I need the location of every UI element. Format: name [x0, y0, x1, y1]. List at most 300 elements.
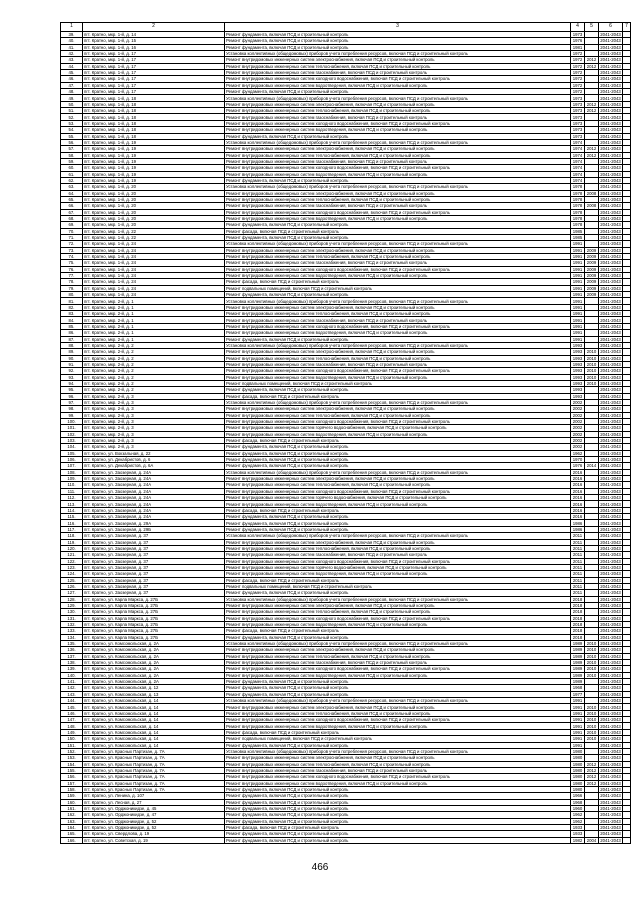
- row-number-cell: 139.: [61, 666, 83, 672]
- last-repair-year-cell: 2008: [585, 203, 599, 209]
- row-number-cell: 162.: [61, 812, 83, 818]
- build-year-cell: 1991: [571, 729, 585, 735]
- row-number-cell: 77.: [61, 273, 83, 279]
- build-year-cell: 1986: [571, 520, 585, 526]
- row-number-cell: 101.: [61, 425, 83, 431]
- work-type-cell: Ремонт внутридомовых инженерных систем газоснабжения, включая ПСД и строительный контроль: [225, 767, 571, 773]
- work-type-cell: Ремонт фундамента, включая ПСД и строительный контроль: [225, 38, 571, 44]
- address-cell: пгт. Кратно, мкр. 2-й, д. 2: [83, 374, 225, 380]
- period-cell: 2041-2043: [600, 564, 621, 570]
- work-type-cell: Ремонт внутридомовых инженерных систем электроснабжения, включая ПСД и строительный контроль: [225, 647, 571, 653]
- period-cell: 2041-2043: [600, 222, 621, 228]
- row-number-cell: 85.: [61, 323, 83, 329]
- address-cell: пгт. Кратно, мкр. 1-й, д. 17: [83, 57, 225, 63]
- period-cell: 2041-2043: [600, 387, 621, 393]
- build-year-cell: 2018: [571, 596, 585, 602]
- period-cell: 2041-2043: [600, 647, 621, 653]
- address-cell: пгт. Кратно, ул. Орджоникидзе, д. 52: [83, 818, 225, 824]
- period-cell: 2041-2043: [600, 552, 621, 558]
- address-cell: пгт. Кратно, ул. Заозерная, д. 24А: [83, 469, 225, 475]
- period-cell: 2041-2043: [600, 380, 621, 386]
- last-repair-year-cell: 2010: [585, 736, 599, 742]
- row-number-cell: 87.: [61, 336, 83, 342]
- row-number-cell: 44.: [61, 63, 83, 69]
- last-repair-year-cell: 2012: [585, 146, 599, 152]
- period-cell: 2041-2043: [600, 444, 621, 450]
- header-cell: 4: [571, 23, 585, 32]
- work-type-cell: Установка коллективных (общедомовых) приборов учета потребления ресурсов, включая ПСД и строительный контроль: [225, 241, 571, 247]
- row-number-cell: 159.: [61, 793, 83, 799]
- header-row: [61, 23, 631, 32]
- build-year-cell: 1974: [571, 165, 585, 171]
- period-cell: 2041-2043: [600, 317, 621, 323]
- build-year-cell: 1962: [571, 812, 585, 818]
- work-type-cell: Ремонт внутридомовых инженерных систем газоснабжения, включая ПСД и строительный контроль: [225, 260, 571, 266]
- last-repair-year-cell: 2012: [585, 108, 599, 114]
- row-number-cell: 83.: [61, 311, 83, 317]
- build-year-cell: 1989: [571, 653, 585, 659]
- address-cell: пгт. Кратно, мкр. 2-й, д. 2: [83, 368, 225, 374]
- row-number-cell: 55.: [61, 133, 83, 139]
- address-cell: пгт. Кратно, ул. Комсомольская, д. 2А: [83, 660, 225, 666]
- period-cell: 2041-2043: [600, 609, 621, 615]
- work-type-cell: Ремонт внутридомовых инженерных систем электроснабжения, включая ПСД и строительный контроль: [225, 146, 571, 152]
- address-cell: пгт. Кратно, мкр. 1-й, д. 18: [83, 101, 225, 107]
- work-type-cell: Ремонт внутридомовых инженерных систем электроснабжения, включая ПСД и строительный контроль: [225, 755, 571, 761]
- address-cell: пгт. Кратно, ул. Комсомольская, д. 14: [83, 710, 225, 716]
- period-cell: 2041-2043: [600, 203, 621, 209]
- work-type-cell: Ремонт внутридомовых инженерных систем газоснабжения, включая ПСД и строительный контроль: [225, 203, 571, 209]
- last-repair-year-cell: 2009: [585, 266, 599, 272]
- work-type-cell: Установка коллективных (общедомовых) приборов учета потребления ресурсов, включая ПСД и строительный контроль: [225, 51, 571, 57]
- work-type-cell: Ремонт подвальных помещений, включая ПСД и строительный контроль: [225, 380, 571, 386]
- row-number-cell: 95.: [61, 387, 83, 393]
- address-cell: пгт. Кратно, мкр. 2-й, д. 2: [83, 361, 225, 367]
- build-year-cell: 1993: [571, 361, 585, 367]
- row-number-cell: 105.: [61, 450, 83, 456]
- last-repair-year-cell: 2010: [585, 723, 599, 729]
- build-year-cell: 1974: [571, 158, 585, 164]
- row-number-cell: 119.: [61, 539, 83, 545]
- row-number-cell: 50.: [61, 101, 83, 107]
- period-cell: 2041-2043: [600, 463, 621, 469]
- last-repair-year-cell: 2009: [585, 285, 599, 291]
- last-repair-year-cell: 2010: [585, 349, 599, 355]
- build-year-cell: 2002: [571, 418, 585, 424]
- period-cell: 2041-2043: [600, 723, 621, 729]
- build-year-cell: 2011: [571, 590, 585, 596]
- extra-cell: [623, 837, 631, 843]
- period-cell: 2041-2043: [600, 254, 621, 260]
- build-year-cell: 1989: [571, 641, 585, 647]
- build-year-cell: 1933: [571, 831, 585, 837]
- address-cell: пгт. Кратно, ул. Красных Партизан, д. 7А: [83, 786, 225, 792]
- build-year-cell: 1986: [571, 526, 585, 532]
- address-cell: пгт. Кратно, ул. Комсомольская, д. 2А: [83, 679, 225, 685]
- work-type-cell: Ремонт внутридомовых инженерных систем водоотведения, включая ПСД и строительный контроль: [225, 330, 571, 336]
- row-number-cell: 104.: [61, 444, 83, 450]
- address-cell: пгт. Кратно, мкр. 1-й, д. 19: [83, 158, 225, 164]
- build-year-cell: 1974: [571, 152, 585, 158]
- build-year-cell: 1980: [571, 767, 585, 773]
- row-number-cell: 89.: [61, 349, 83, 355]
- header-cell: 3: [225, 23, 571, 32]
- build-year-cell: 1989: [571, 647, 585, 653]
- build-year-cell: 1976: [571, 463, 585, 469]
- period-cell: 2041-2043: [600, 197, 621, 202]
- address-cell: пгт. Кратно, мкр. 1-й, д. 24: [83, 285, 225, 291]
- address-cell: пгт. Кратно, мкр. 1-й, д. 22: [83, 235, 225, 241]
- row-number-cell: 164.: [61, 824, 83, 830]
- row-number-cell: 64.: [61, 190, 83, 196]
- build-year-cell: 1972: [571, 51, 585, 57]
- address-cell: пгт. Кратно, мкр. 2-й, д. 1: [83, 323, 225, 329]
- build-year-cell: 1973: [571, 114, 585, 120]
- address-cell: пгт. Кратно, ул. Карла Маркса, д. 27Б: [83, 602, 225, 608]
- work-type-cell: Ремонт подвальных помещений, включая ПСД и строительный контроль: [225, 583, 571, 589]
- build-year-cell: 1991: [571, 279, 585, 285]
- address-cell: пгт. Кратно, ул. Орджоникидзе, д. 47: [83, 812, 225, 818]
- period-cell: 2041-2043: [600, 774, 621, 780]
- build-year-cell: 1978: [571, 222, 585, 228]
- work-type-cell: Ремонт фундамента, включая ПСД и строительный контроль: [225, 444, 571, 450]
- work-type-cell: Ремонт внутридомовых инженерных систем водоотведения, включая ПСД и строительный контроль: [225, 215, 571, 221]
- address-cell: пгт. Кратно, мкр. 1-й, д. 24: [83, 254, 225, 260]
- build-year-cell: 1991: [571, 298, 585, 304]
- period-cell: 2041-2043: [600, 342, 621, 348]
- work-type-cell: Ремонт внутридомовых инженерных систем водоотведения, включая ПСД и строительный контроль: [225, 171, 571, 177]
- row-number-cell: 79.: [61, 285, 83, 291]
- period-cell: 2041-2043: [600, 717, 621, 723]
- work-type-cell: Ремонт внутридомовых инженерных систем холодного водоснабжения, включая ПСД и строительный контроль: [225, 558, 571, 564]
- work-type-cell: Ремонт внутридомовых инженерных систем теплоснабжения, включая ПСД и строительный контроль: [225, 63, 571, 69]
- row-number-cell: 135.: [61, 641, 83, 647]
- work-type-cell: Ремонт внутридомовых инженерных систем газоснабжения, включая ПСД и строительный контроль: [225, 158, 571, 164]
- row-number-cell: 41.: [61, 44, 83, 50]
- address-cell: пгт. Кратно, мкр. 1-й, д. 20: [83, 196, 225, 202]
- period-cell: 2041-2043: [600, 146, 621, 152]
- build-year-cell: 1980: [571, 761, 585, 767]
- work-type-cell: Ремонт внутридомовых инженерных систем газоснабжения, включая ПСД и строительный контроль: [225, 317, 571, 323]
- row-number-cell: 40.: [61, 38, 83, 44]
- build-year-cell: 2016: [571, 514, 585, 520]
- build-year-cell: 2018: [571, 609, 585, 615]
- last-repair-year-cell: 2012: [585, 761, 599, 767]
- work-type-cell: Ремонт фасада, включая ПСД и строительный контроль: [225, 393, 571, 399]
- work-type-cell: Ремонт фундамента, включая ПСД и строительный контроль: [225, 133, 571, 139]
- address-cell: пгт. Кратно, мкр. 2-й, д. 2: [83, 349, 225, 355]
- work-type-cell: Ремонт внутридомовых инженерных систем водоотведения, включая ПСД и строительный контроль: [225, 672, 571, 678]
- period-cell: 2041-2043: [600, 831, 621, 837]
- address-cell: пгт. Кратно, ул. Заозерная, д. 24А: [83, 507, 225, 513]
- work-type-cell: Ремонт фундамента, включая ПСД и строительный контроль: [225, 837, 571, 843]
- address-cell: пгт. Кратно, мкр. 1-й, д. 18: [83, 120, 225, 126]
- row-number-cell: 160.: [61, 799, 83, 805]
- period-cell: 2041-2043: [600, 520, 621, 526]
- last-repair-year-cell: 2012: [585, 101, 599, 107]
- address-cell: пгт. Кратно, мкр. 2-й, д. 3: [83, 406, 225, 412]
- row-number-cell: 150.: [61, 736, 83, 742]
- address-cell: пгт. Кратно, мкр. 2-й, д. 2: [83, 355, 225, 361]
- address-cell: пгт. Кратно, ул. Вокзальная, д. 22: [83, 450, 225, 456]
- work-type-cell: Ремонт фундамента, включая ПСД и строительный контроль: [225, 805, 571, 811]
- row-number-cell: 42.: [61, 51, 83, 57]
- work-type-cell: Ремонт фундамента, включая ПСД и строительный контроль: [225, 292, 571, 298]
- work-type-cell: Ремонт внутридомовых инженерных систем электроснабжения, включая ПСД и строительный контроль: [225, 602, 571, 608]
- address-cell: пгт. Кратно, мкр. 1-й, д. 20: [83, 203, 225, 209]
- build-year-cell: 1973: [571, 120, 585, 126]
- work-type-cell: Ремонт внутридомовых инженерных систем теплоснабжения, включая ПСД и строительный контроль: [225, 196, 571, 202]
- work-type-cell: Ремонт внутридомовых инженерных систем теплоснабжения, включая ПСД и строительный контроль: [225, 761, 571, 767]
- last-repair-year-cell: 2010: [585, 666, 599, 672]
- build-year-cell: 2011: [571, 539, 585, 545]
- build-year-cell: 2011: [571, 571, 585, 577]
- period-cell: 2041-2043: [600, 526, 621, 532]
- work-type-cell: Ремонт внутридомовых инженерных систем электроснабжения, включая ПСД и строительный контроль: [225, 406, 571, 412]
- period-cell: 2041-2043: [600, 812, 621, 818]
- period-cell: 2041-2043: [600, 704, 621, 710]
- row-number-cell: 63.: [61, 184, 83, 190]
- row-number-cell: 132.: [61, 621, 83, 627]
- address-cell: пгт. Кратно, ул. Заозерная, д. 37: [83, 577, 225, 583]
- row-number-cell: 143.: [61, 691, 83, 697]
- last-repair-year-cell: 2008: [585, 190, 599, 196]
- build-year-cell: 1973: [571, 101, 585, 107]
- period-cell: 2041-2043: [600, 76, 621, 82]
- period-cell: 2041-2043: [600, 266, 621, 272]
- work-type-cell: Ремонт фундамента, включая ПСД и строительный контроль: [225, 831, 571, 837]
- work-type-cell: Ремонт фундамента, включая ПСД и строительный контроль: [225, 336, 571, 342]
- build-year-cell: 1972: [571, 70, 585, 76]
- work-type-cell: Ремонт внутридомовых инженерных систем горячего водоснабжения, включая ПСД и строительный контроль: [225, 495, 571, 501]
- period-cell: 2041-2043: [600, 412, 621, 418]
- address-cell: пгт. Кратно, мкр. 2-й, д. 1: [83, 317, 225, 323]
- build-year-cell: 1991: [571, 304, 585, 310]
- build-year-cell: 1991: [571, 311, 585, 317]
- address-cell: пгт. Кратно, ул. Комсомольская, д. 2А: [83, 647, 225, 653]
- address-cell: пгт. Кратно, ул. Красных Партизан, д. 7А: [83, 780, 225, 786]
- row-number-cell: 80.: [61, 292, 83, 298]
- build-year-cell: 1993: [571, 387, 585, 393]
- row-number-cell: 58.: [61, 152, 83, 158]
- last-repair-year-cell: 2014: [585, 463, 599, 469]
- last-repair-year-cell: 2010: [585, 368, 599, 374]
- row-number-cell: 153.: [61, 755, 83, 761]
- last-repair-year-cell: 2012: [585, 63, 599, 69]
- row-number-cell: 53.: [61, 120, 83, 126]
- work-type-cell: Установка коллективных (общедомовых) приборов учета потребления ресурсов, включая ПСД и строительный контроль: [225, 748, 571, 754]
- work-type-cell: Ремонт внутридомовых инженерных систем газоснабжения, включая ПСД и строительный контроль: [225, 114, 571, 120]
- period-cell: 2041-2043: [600, 545, 621, 551]
- period-cell: 2041-2043: [600, 634, 621, 640]
- period-cell: 2041-2043: [600, 482, 621, 488]
- row-number-cell: 136.: [61, 647, 83, 653]
- address-cell: пгт. Кратно, мкр. 1-й, д. 19: [83, 139, 225, 145]
- period-cell: 2041-2043: [600, 247, 621, 253]
- build-year-cell: 1993: [571, 393, 585, 399]
- work-type-cell: Ремонт фундамента, включая ПСД и строительный контроль: [225, 514, 571, 520]
- row-number-cell: 96.: [61, 393, 83, 399]
- address-cell: пгт. Кратно, ул. Красных Партизан, д. 7А: [83, 767, 225, 773]
- address-cell: пгт. Кратно, ул. Карла Маркса, д. 27Б: [83, 609, 225, 615]
- row-number-cell: 45.: [61, 70, 83, 76]
- period-cell: 2041-2043: [600, 558, 621, 564]
- build-year-cell: 1989: [571, 679, 585, 685]
- build-year-cell: 1973: [571, 32, 585, 38]
- work-type-cell: Ремонт фундамента, включая ПСД и строительный контроль: [225, 235, 571, 241]
- period-cell: 2041-2043: [600, 235, 621, 241]
- row-number-cell: 125.: [61, 577, 83, 583]
- build-year-cell: 1991: [571, 717, 585, 723]
- work-type-cell: Ремонт внутридомовых инженерных систем электроснабжения, включая ПСД и строительный контроль: [225, 349, 571, 355]
- work-type-cell: Установка коллективных (общедомовых) приборов учета потребления ресурсов, включая ПСД и строительный контроль: [225, 533, 571, 539]
- row-number-cell: 121.: [61, 552, 83, 558]
- build-year-cell: 2002: [571, 406, 585, 412]
- last-repair-year-cell: 2012: [585, 152, 599, 158]
- work-type-cell: Установка коллективных (общедомовых) приборов учета потребления ресурсов, включая ПСД и строительный контроль: [225, 399, 571, 405]
- row-number-cell: 146.: [61, 710, 83, 716]
- address-cell: пгт. Кратно, ул. Карла Маркса, д. 27Б: [83, 634, 225, 640]
- row-number-cell: 145.: [61, 704, 83, 710]
- address-cell: пгт. Кратно, мкр. 1-й, д. 17: [83, 89, 225, 95]
- work-type-cell: Ремонт фундамента, включая ПСД и строительный контроль: [225, 786, 571, 792]
- address-cell: пгт. Кратно, мкр. 1-й, д. 22: [83, 228, 225, 234]
- period-cell: 2041-2043: [600, 755, 621, 761]
- work-type-cell: Ремонт внутридомовых инженерных систем теплоснабжения, включая ПСД и строительный контроль: [225, 108, 571, 114]
- build-year-cell: 1993: [571, 349, 585, 355]
- work-type-cell: Ремонт фасада, включая ПСД и строительный контроль: [225, 729, 571, 735]
- period-cell: 2041-2043: [600, 495, 621, 501]
- work-type-cell: Ремонт фундамента, включая ПСД и строительный контроль: [225, 742, 571, 748]
- row-number-cell: 122.: [61, 558, 83, 564]
- address-cell: пгт. Кратно, мкр. 2-й, д. 3: [83, 393, 225, 399]
- period-cell: 2041-2043: [600, 742, 621, 748]
- row-number-cell: 73.: [61, 247, 83, 253]
- period-cell: 2041-2043: [600, 736, 621, 742]
- row-number-cell: 130.: [61, 609, 83, 615]
- work-type-cell: Ремонт внутридомовых инженерных систем электроснабжения, включая ПСД и строительный контроль: [225, 539, 571, 545]
- row-number-cell: 156.: [61, 774, 83, 780]
- period-cell: 2041-2043: [600, 323, 621, 329]
- period-cell: 2041-2043: [600, 666, 621, 672]
- header-cell: 2: [83, 23, 225, 32]
- row-number-cell: 65.: [61, 196, 83, 202]
- build-year-cell: 2002: [571, 399, 585, 405]
- period-cell: 2041-2043: [600, 438, 621, 444]
- build-year-cell: 1974: [571, 171, 585, 177]
- work-type-cell: Ремонт фундамента, включая ПСД и строительный контроль: [225, 450, 571, 456]
- work-type-cell: Установка коллективных (общедомовых) приборов учета потребления ресурсов, включая ПСД и строительный контроль: [225, 641, 571, 647]
- last-repair-year-cell: 2009: [585, 260, 599, 266]
- row-number-cell: 155.: [61, 767, 83, 773]
- address-cell: пгт. Кратно, ул. Комсомольская, д. 14: [83, 723, 225, 729]
- address-cell: пгт. Кратно, ул. Заозерная, д. 37: [83, 558, 225, 564]
- address-cell: пгт. Кратно, мкр. 1-й, д. 15: [83, 38, 225, 44]
- build-year-cell: 1989: [571, 672, 585, 678]
- row-number-cell: 91.: [61, 361, 83, 367]
- work-type-cell: Ремонт фундамента, включая ПСД и строительный контроль: [225, 685, 571, 691]
- period-cell: 2041-2043: [600, 799, 621, 805]
- work-type-cell: Ремонт фундамента, включая ПСД и строительный контроль: [225, 463, 571, 469]
- row-number-cell: 111.: [61, 488, 83, 494]
- address-cell: пгт. Кратно, мкр. 1-й, д. 18: [83, 114, 225, 120]
- work-type-cell: Ремонт внутридомовых инженерных систем холодного водоснабжения, включая ПСД и строительный контроль: [225, 165, 571, 171]
- period-cell: 2041-2043: [600, 292, 621, 298]
- period-cell: 2041-2043: [600, 583, 621, 589]
- period-cell: 2041-2043: [600, 152, 621, 158]
- period-cell: 2041-2043: [600, 761, 621, 767]
- build-year-cell: 2016: [571, 507, 585, 513]
- row-number-cell: 152.: [61, 748, 83, 754]
- row-number-cell: 147.: [61, 717, 83, 723]
- work-type-cell: Ремонт фасада, включая ПСД и строительный контроль: [225, 507, 571, 513]
- address-cell: пгт. Кратно, ул. Ленина, д. 107: [83, 793, 225, 799]
- work-type-cell: Ремонт внутридомовых инженерных систем холодного водоснабжения, включая ПСД и строительный контроль: [225, 266, 571, 272]
- row-number-cell: 116.: [61, 520, 83, 526]
- period-cell: 2041-2043: [600, 710, 621, 716]
- address-cell: пгт. Кратно, мкр. 2-й, д. 1: [83, 298, 225, 304]
- period-cell: 2041-2043: [600, 139, 621, 145]
- period-cell: 2041-2043: [600, 786, 621, 792]
- period-cell: 2041-2043: [600, 349, 621, 355]
- period-cell: 2041-2043: [600, 57, 621, 63]
- row-number-cell: 107.: [61, 463, 83, 469]
- build-year-cell: 1991: [571, 254, 585, 260]
- build-year-cell: 1974: [571, 139, 585, 145]
- period-cell: 2041-2043: [600, 393, 621, 399]
- work-type-cell: Установка коллективных (общедомовых) приборов учета потребления ресурсов, включая ПСД и строительный контроль: [225, 95, 571, 101]
- build-year-cell: 1982: [571, 837, 585, 843]
- period-cell: 2041-2043: [600, 837, 621, 843]
- period-cell: 2041-2043: [600, 533, 621, 539]
- period-cell: 2041-2043: [600, 32, 621, 38]
- row-number-cell: 127.: [61, 590, 83, 596]
- address-cell: пгт. Кратно, ул. Советская, д. 19: [83, 837, 225, 843]
- work-type-cell: Ремонт внутридомовых инженерных систем водоотведения, включая ПСД и строительный контроль: [225, 127, 571, 133]
- period-cell: 2041-2043: [600, 672, 621, 678]
- address-cell: пгт. Кратно, ул. Заозерная, д. 24А: [83, 482, 225, 488]
- last-repair-year-cell: 2012: [585, 767, 599, 773]
- work-type-cell: Установка коллективных (общедомовых) приборов учета потребления ресурсов, включая ПСД и строительный контроль: [225, 698, 571, 704]
- work-type-cell: Ремонт внутридомовых инженерных систем электроснабжения, включая ПСД и строительный контроль: [225, 57, 571, 63]
- row-number-cell: 137.: [61, 653, 83, 659]
- period-cell: 2041-2043: [600, 641, 621, 647]
- period-cell: 2041-2043: [600, 311, 621, 317]
- row-number-cell: 61.: [61, 171, 83, 177]
- address-cell: пгт. Кратно, мкр. 1-й, д. 24: [83, 260, 225, 266]
- work-type-cell: Ремонт фундамента, включая ПСД и строительный контроль: [225, 89, 571, 95]
- address-cell: пгт. Кратно, мкр. 1-й, д. 17: [83, 70, 225, 76]
- work-type-cell: Ремонт внутридомовых инженерных систем водоотведения, включая ПСД и строительный контроль: [225, 571, 571, 577]
- row-number-cell: 133.: [61, 628, 83, 634]
- last-repair-year-cell: 2009: [585, 292, 599, 298]
- period-cell: 2041-2043: [600, 825, 621, 831]
- build-year-cell: 1993: [571, 380, 585, 386]
- header-cell: 1: [61, 23, 83, 32]
- build-year-cell: 1973: [571, 95, 585, 101]
- build-year-cell: 1974: [571, 177, 585, 183]
- build-year-cell: 1991: [571, 323, 585, 329]
- last-repair-year-cell: 2009: [585, 247, 599, 253]
- row-number-cell: 142.: [61, 685, 83, 691]
- build-year-cell: 1991: [571, 330, 585, 336]
- period-cell: 2041-2043: [600, 615, 621, 621]
- period-cell: 2041-2043: [600, 406, 621, 412]
- row-number-cell: 151.: [61, 742, 83, 748]
- work-type-cell: Ремонт внутридомовых инженерных систем водоотведения, включая ПСД и строительный контроль: [225, 723, 571, 729]
- period-cell: 2041-2043: [600, 63, 621, 69]
- period-cell: 2041-2043: [600, 184, 621, 190]
